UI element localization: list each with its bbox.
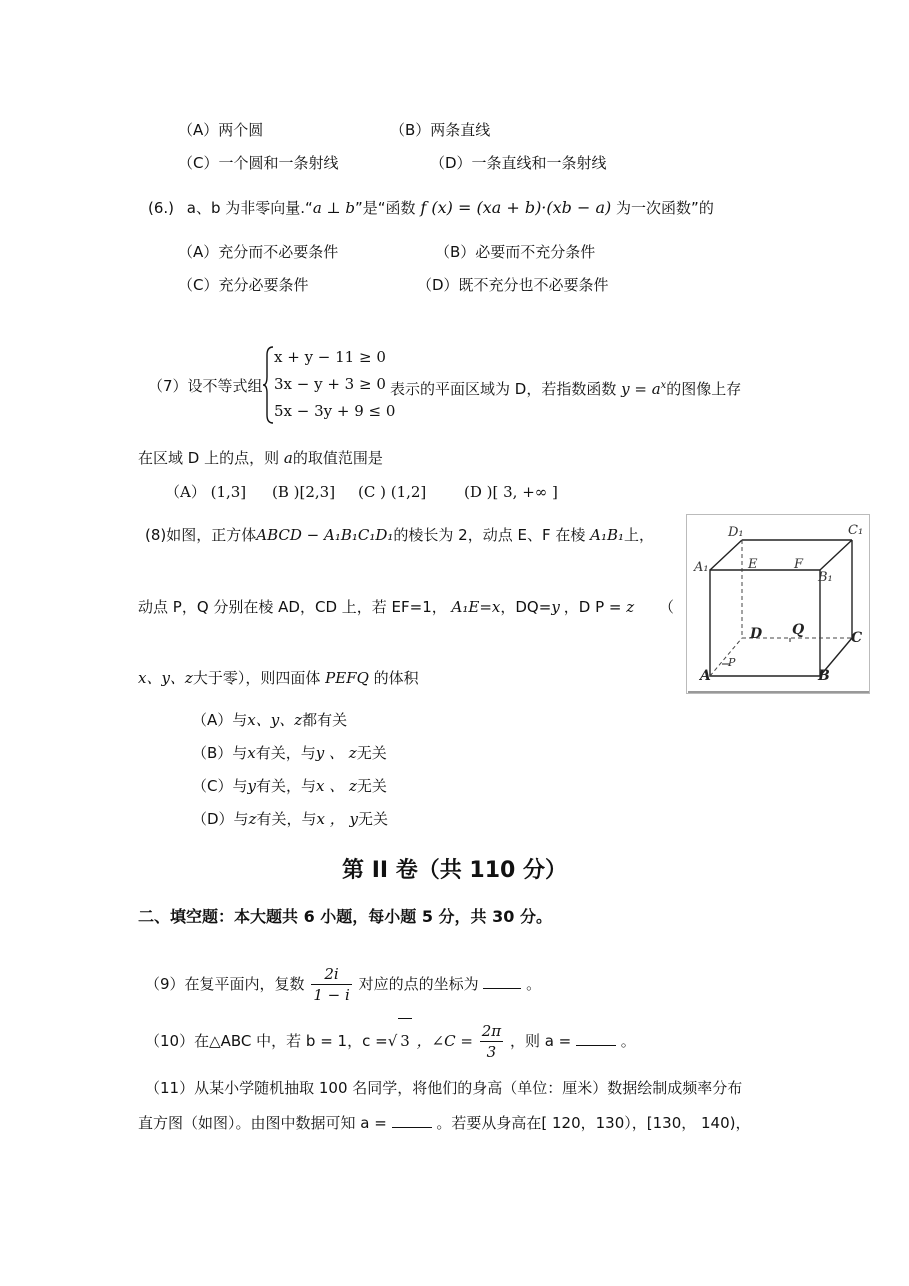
q8-option-d-post: 无关 bbox=[357, 810, 388, 828]
q7-inequality-system bbox=[274, 345, 396, 425]
q10-numerator: 2π bbox=[481, 1022, 502, 1040]
q8-cube-name: ABCD − A₁B₁C₁D₁ bbox=[256, 526, 394, 544]
q8-option-b-v2: y 、 z bbox=[315, 744, 357, 762]
q11-answer-blank[interactable] bbox=[392, 1113, 432, 1128]
q7-option-d: (D )[ 3, +∞ ] bbox=[464, 483, 558, 501]
q7-variable: a bbox=[283, 449, 293, 467]
q5-option-b: （B）两条直线 bbox=[390, 121, 491, 139]
q8-line-3 bbox=[138, 668, 419, 688]
q10-text-a: （10）在△ABC 中，若 b = 1，c = bbox=[145, 1032, 388, 1050]
q8-dq-label: ，DQ= bbox=[500, 598, 552, 616]
q6-function: f (x) = (xa + b)·(xb − a) bbox=[420, 198, 612, 217]
q7-text-a: 表示的平面区域为 D，若指数函数 bbox=[390, 380, 617, 398]
q8-line3-text-b: 的体积 bbox=[373, 669, 419, 687]
q9-end: 。 bbox=[526, 975, 542, 993]
cube-figure bbox=[686, 514, 870, 694]
q8-option-b-v1: x bbox=[247, 744, 256, 762]
q8-option-c-pre: （C）与 bbox=[192, 777, 248, 795]
q8-option-d-v1: z bbox=[248, 810, 257, 828]
q8-line2-text: 动点 P，Q 分别在棱 AD，CD 上，若 EF=1， bbox=[138, 598, 447, 616]
label-q: Q bbox=[792, 622, 805, 638]
q8-a1e-label: A₁E= bbox=[451, 598, 492, 616]
q8-option-d-v2: x ， y bbox=[316, 810, 358, 828]
q8-option-b-pre: （B）与 bbox=[192, 744, 248, 762]
cube-edge-a1d1 bbox=[710, 540, 742, 570]
question-6 bbox=[148, 198, 714, 218]
q8-option-d-pre: （D）与 bbox=[192, 810, 249, 828]
q6-text-c: 为一次函数”的 bbox=[616, 199, 714, 217]
label-d: D bbox=[750, 626, 763, 642]
q8-var-x: x bbox=[491, 598, 501, 616]
q7-inequality-2: 3x − y + 3 ≥ 0 bbox=[274, 375, 386, 393]
q11-text-b: 。若要从身高在[ 120，130），[130， 140)， bbox=[436, 1114, 751, 1132]
q8-option-c-v1: y bbox=[247, 777, 256, 795]
q8-text-a: (8)如图，正方体 bbox=[145, 526, 257, 544]
q6-text-a: a、b 为非零向量.“ bbox=[186, 199, 313, 217]
q8-option-a-pre: （A）与 bbox=[192, 711, 248, 729]
label-b: B bbox=[818, 668, 830, 684]
q6-option-b: （B）必要而不充分条件 bbox=[435, 243, 596, 261]
label-p: P bbox=[728, 656, 736, 669]
q10-fraction bbox=[480, 1021, 503, 1062]
q8-vars: x、y、z bbox=[138, 669, 193, 687]
q7-function: y = a bbox=[621, 380, 661, 398]
question-9 bbox=[145, 962, 541, 1006]
q8-option-d-mid: 有关，与 bbox=[256, 810, 317, 828]
q7-option-b: (B )[2,3] bbox=[272, 483, 336, 501]
q5-option-d: （D）一条直线和一条射线 bbox=[430, 154, 607, 172]
cube-edge-ad-hidden bbox=[710, 638, 742, 676]
q8-option-d bbox=[192, 809, 388, 829]
q8-text-b: 的棱长为 2，动点 E、F 在棱 bbox=[393, 526, 586, 544]
q10-angle: ，∠C = bbox=[416, 1032, 473, 1050]
label-d1: D₁ bbox=[728, 525, 744, 540]
q8-option-c bbox=[192, 776, 387, 796]
q8-option-c-post: 无关 bbox=[356, 777, 387, 795]
q8-line-1 bbox=[145, 525, 654, 545]
q8-option-b-post: 无关 bbox=[356, 744, 387, 762]
q8-text-c: 上， bbox=[624, 526, 655, 544]
q9-numerator: 2i bbox=[311, 964, 351, 985]
label-e: E bbox=[748, 557, 758, 572]
q8-option-c-mid: 有关，与 bbox=[255, 777, 316, 795]
q11-line-1: （11）从某小学随机抽取 100 名同学，将他们的身高（单位：厘米）数据绘制成频率分布 bbox=[145, 1079, 743, 1097]
q9-answer-blank[interactable] bbox=[483, 974, 521, 989]
label-b1: B₁ bbox=[818, 570, 833, 585]
label-c1: C₁ bbox=[848, 523, 864, 538]
q7-text-c: 在区域 D 上的点，则 bbox=[138, 449, 280, 467]
q6-option-c: （C）充分必要条件 bbox=[178, 276, 309, 294]
q8-option-b-mid: 有关，与 bbox=[255, 744, 316, 762]
q8-option-a-vars: x、y、z bbox=[247, 711, 303, 729]
q6-option-a: （A）充分而不必要条件 bbox=[178, 243, 339, 261]
q10-denominator: 3 bbox=[486, 1043, 497, 1061]
section-2-heading: 二、填空题：本大题共 6 小题，每小题 5 分，共 30 分。 bbox=[138, 907, 552, 926]
q10-sqrt-value: 3 bbox=[398, 1018, 412, 1063]
q9-fraction bbox=[311, 964, 351, 1005]
q7-text-line bbox=[390, 376, 741, 399]
q10-answer-blank[interactable] bbox=[576, 1031, 616, 1046]
q8-line3-text-a: 大于零），则四面体 bbox=[192, 669, 321, 687]
q9-denominator: 1 − i bbox=[313, 986, 350, 1004]
q7-text-d: 的取值范围是 bbox=[292, 449, 383, 467]
label-c: C bbox=[851, 630, 863, 646]
q7-inequality-3: 5x − 3y + 9 ≤ 0 bbox=[274, 402, 396, 420]
q9-text-b: 对应的点的坐标为 bbox=[358, 975, 479, 993]
question-10 bbox=[145, 1018, 636, 1062]
q7-number: （7）设不等式组 bbox=[148, 377, 263, 395]
q5-option-a: （A）两个圆 bbox=[178, 121, 264, 139]
q9-text-a: （9）在复平面内，复数 bbox=[145, 975, 305, 993]
q7-option-c: (C ) (1,2] bbox=[358, 483, 427, 501]
part2-title: 第 II 卷（共 110 分） bbox=[342, 858, 567, 883]
q6-number: (6.) bbox=[148, 199, 175, 217]
q8-option-a-post: 都有关 bbox=[302, 711, 348, 729]
label-a1: A₁ bbox=[694, 560, 709, 575]
q8-paren: （ bbox=[658, 598, 674, 616]
q10-sqrt-symbol: √ bbox=[387, 1032, 398, 1050]
q8-option-a bbox=[192, 710, 347, 730]
q6-text-b: ”是“函数 bbox=[355, 199, 416, 217]
q7-option-a: （A） (1,3] bbox=[165, 483, 247, 501]
q8-var-z: z bbox=[626, 598, 635, 616]
cube-edge-b1c1 bbox=[820, 540, 852, 570]
q7-inequality-1: x + y − 11 ≥ 0 bbox=[274, 348, 386, 366]
q8-dp-label: ，D P = bbox=[563, 598, 622, 616]
label-a: A bbox=[700, 668, 711, 684]
q10-end: 。 bbox=[620, 1032, 636, 1050]
q7-text-b: 的图像上存 bbox=[666, 380, 742, 398]
q7-function-exponent: x bbox=[660, 380, 667, 391]
label-f: F bbox=[794, 557, 804, 572]
q8-option-c-v2: x 、 z bbox=[315, 777, 357, 795]
q5-option-c: （C）一个圆和一条射线 bbox=[178, 154, 339, 172]
q11-text-a: 直方图（如图）。由图中数据可知 a = bbox=[138, 1114, 387, 1132]
q8-tetrahedron: PEFQ bbox=[325, 669, 369, 687]
q8-var-y: y bbox=[551, 598, 560, 616]
q11-line-2 bbox=[138, 1113, 751, 1133]
q6-condition: a ⊥ b bbox=[312, 199, 356, 217]
q10-text-b: ，则 a = bbox=[509, 1032, 572, 1050]
q6-option-d: （D）既不充分也不必要条件 bbox=[417, 276, 609, 294]
q8-line-2 bbox=[138, 597, 674, 617]
q8-edge: A₁B₁ bbox=[590, 526, 625, 544]
q7-text-line-2 bbox=[138, 448, 383, 468]
q8-option-b bbox=[192, 743, 387, 763]
